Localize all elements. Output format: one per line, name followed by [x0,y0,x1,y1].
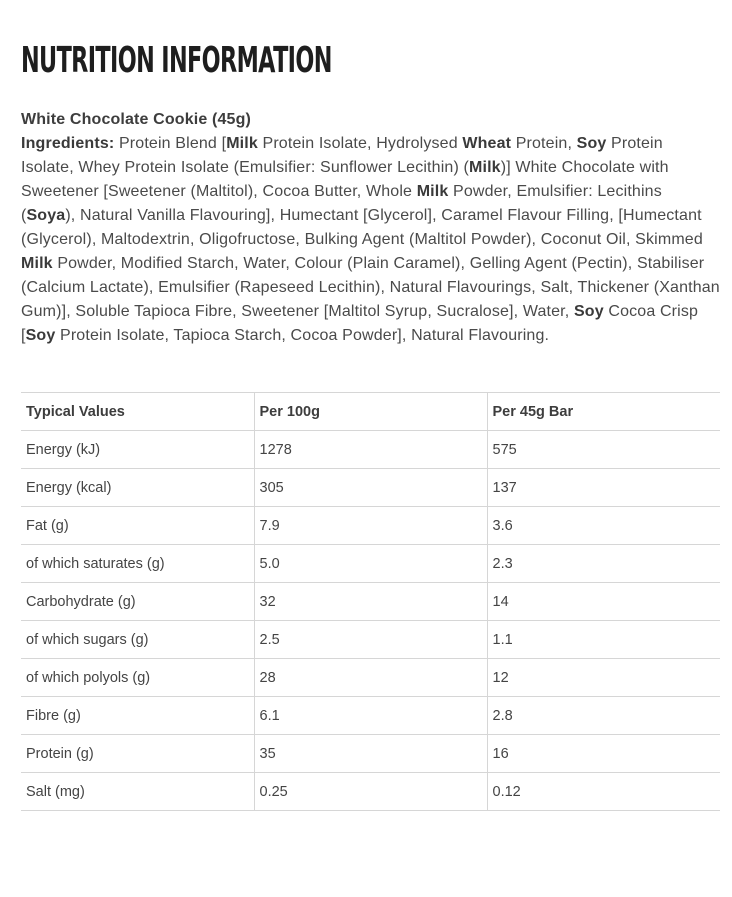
nutrient-label: Energy (kcal) [21,469,254,507]
ingredient-text: Cocoa Crisp [ [21,303,699,344]
allergen-text: Milk [21,255,53,272]
nutrient-label: Fibre (g) [21,697,254,735]
nutrient-label: of which polyols (g) [21,659,254,697]
ingredient-text: Protein Isolate, Whey Protein Isolate (Emulsifier: Sunflower Lecithin) ( [21,135,663,176]
ingredient-text: Protein, [511,135,577,152]
allergen-text: Milk [469,159,501,176]
allergen-text: Milk [226,135,258,152]
header-typical-values: Typical Values [21,393,254,431]
nutrient-label: of which saturates (g) [21,545,254,583]
table-row [21,583,720,621]
value-per-100g: 6.1 [254,697,487,735]
value-per-100g: 1278 [254,431,487,469]
allergen-text: Soy [573,303,604,320]
value-per-100g: 28 [254,659,487,697]
table-row [21,773,720,811]
value-per-bar: 2.3 [487,545,720,583]
value-per-bar: 14 [487,583,720,621]
ingredients-label: Ingredients: [21,135,115,152]
nutrient-label: Protein (g) [21,735,254,773]
allergen-text: Soy [576,135,607,152]
allergen-text: Soy [25,327,56,344]
table-row [21,431,720,469]
allergen-text: Milk [416,183,449,200]
page-title: NUTRITION INFORMATION [21,40,332,81]
ingredient-text: Powder, Emulsifier: Lecithins ( [21,183,662,224]
ingredient-text: Protein Isolate, Hydrolysed [257,135,463,152]
value-per-bar: 12 [487,659,720,697]
value-per-bar: 0.12 [487,773,720,811]
value-per-100g: 305 [254,469,487,507]
nutrition-page [21,0,720,800]
ingredient-text: Powder, Modified Starch, Water, Colour (Plain Caramel), Gelling Agent (Pectin), Stabiliser (Calcium Lactate), Emulsifier (Rapeseed Lecithin), Natural Flavourings, Salt, Thickener (Xanthan Gum)], Soluble Tapioca Fibre, Sweetener [Maltitol Syrup, Sucralose], Water, [21,255,720,320]
header-per-100g: Per 100g [254,393,487,431]
nutrient-label: Salt (mg) [21,773,254,811]
nutrient-label: Carbohydrate (g) [21,583,254,621]
table-row [21,735,720,773]
nutrient-label: Fat (g) [21,507,254,545]
table-row [21,659,720,697]
value-per-100g: 2.5 [254,621,487,659]
value-per-bar: 137 [487,469,720,507]
value-per-100g: 7.9 [254,507,487,545]
value-per-bar: 3.6 [487,507,720,545]
table-header-row [21,393,720,431]
table-row [21,507,720,545]
ingredients-text [21,135,720,344]
ingredient-text: Protein Blend [ [114,135,227,152]
ingredient-text: )] White Chocolate with Sweetener [Sweetener (Maltitol), Cocoa Butter, Whole [21,159,669,200]
value-per-bar: 16 [487,735,720,773]
value-per-100g: 5.0 [254,545,487,583]
value-per-bar: 1.1 [487,621,720,659]
value-per-100g: 35 [254,735,487,773]
value-per-100g: 32 [254,583,487,621]
allergen-text: Soya [26,207,66,224]
nutrient-label: of which sugars (g) [21,621,254,659]
header-per-bar: Per 45g Bar [487,393,720,431]
table-row [21,545,720,583]
value-per-bar: 2.8 [487,697,720,735]
ingredient-text: ), Natural Vanilla Flavouring], Humectant [Glycerol], Caramel Flavour Filling, [Humectant (Glycerol), Maltodextrin, Oligofructose, Bulking Agent (Maltitol Powder), Coconut Oil, Skimmed [21,207,703,248]
ingredients-section [21,108,720,348]
allergen-text: Wheat [462,135,512,152]
table-row [21,469,720,507]
nutrition-table [21,392,720,811]
value-per-100g: 0.25 [254,773,487,811]
ingredient-text: Protein Isolate, Tapioca Starch, Cocoa Powder], Natural Flavouring. [55,327,550,344]
nutrient-label: Energy (kJ) [21,431,254,469]
table-row [21,621,720,659]
table-row [21,697,720,735]
value-per-bar: 575 [487,431,720,469]
product-name: White Chocolate Cookie (45g) [21,111,251,128]
